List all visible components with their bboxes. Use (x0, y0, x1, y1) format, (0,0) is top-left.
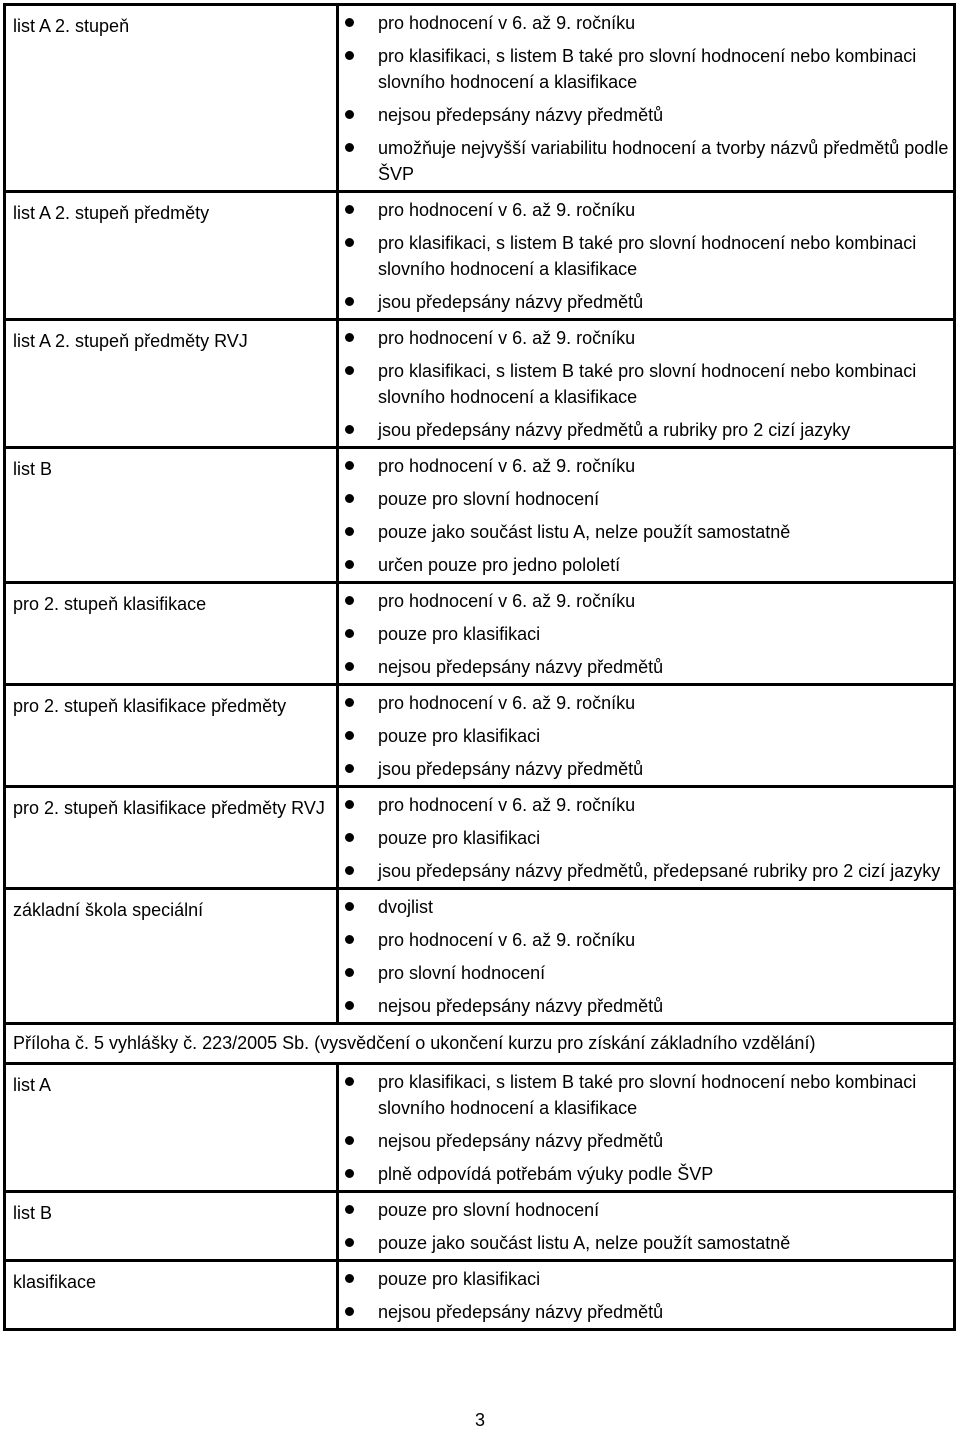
form-type-features (338, 787, 955, 889)
bullet-icon (345, 1136, 354, 1145)
document-table-wrapper (3, 3, 956, 1331)
list-item (378, 1197, 953, 1223)
form-type-features (338, 889, 955, 1024)
list-item (378, 43, 953, 95)
list-item-text: jsou předepsány názvy předmětů (378, 759, 644, 779)
bullet-icon (345, 110, 354, 119)
list-item-text: pro klasifikaci, s listem B také pro slovní hodnocení nebo kombinaci slovního hodnocení a klasifikace (378, 46, 917, 92)
bullet-list (339, 325, 953, 443)
list-item-text: pro hodnocení v 6. až 9. ročníku (378, 795, 636, 815)
list-item-text: pro hodnocení v 6. až 9. ročníku (378, 591, 636, 611)
bullet-list (339, 792, 953, 884)
bullet-icon (345, 205, 354, 214)
list-item-text: nejsou předepsány názvy předmětů (378, 105, 664, 125)
table-row (5, 192, 955, 320)
bullet-list (339, 1069, 953, 1187)
bullet-icon (345, 333, 354, 342)
section-heading: Příloha č. 5 vyhlášky č. 223/2005 Sb. (vysvědčení o ukončení kurzu pro získání základního vzdělání) (5, 1024, 955, 1064)
bullet-icon (345, 800, 354, 809)
bullet-list (339, 10, 953, 187)
bullet-icon (345, 1238, 354, 1247)
table-row (5, 1192, 955, 1261)
list-item (378, 927, 953, 953)
form-type-features (338, 685, 955, 787)
table-row (5, 5, 955, 192)
page-number: 3 (474, 1410, 485, 1430)
list-item-text: pouze pro klasifikaci (378, 624, 541, 644)
list-item (378, 858, 953, 884)
form-type-label: list A 2. stupeň předměty (5, 192, 338, 320)
list-item-text: pro hodnocení v 6. až 9. ročníku (378, 930, 636, 950)
table-row (5, 1064, 955, 1192)
bullet-icon (345, 968, 354, 977)
list-item-text: dvojlist (378, 897, 434, 917)
list-item-text: umožňuje nejvyšší variabilitu hodnocení a tvorby názvů předmětů podle ŠVP (378, 138, 949, 184)
bullet-icon (345, 935, 354, 944)
bullet-icon (345, 494, 354, 503)
bullet-list (339, 690, 953, 782)
list-item (378, 417, 953, 443)
list-item (378, 1161, 953, 1187)
list-item-text: pouze jako součást listu A, nelze použít samostatně (378, 1233, 791, 1253)
bullet-icon (345, 1077, 354, 1086)
bullet-icon (345, 366, 354, 375)
form-type-label: list A (5, 1064, 338, 1192)
list-item (378, 1266, 953, 1292)
bullet-icon (345, 902, 354, 911)
bullet-icon (345, 297, 354, 306)
form-type-features (338, 1064, 955, 1192)
list-item (378, 453, 953, 479)
bullet-icon (345, 1274, 354, 1283)
section-heading-row (5, 1024, 955, 1064)
form-type-label: základní škola speciální (5, 889, 338, 1024)
bullet-icon (345, 866, 354, 875)
list-item (378, 358, 953, 410)
list-item (378, 135, 953, 187)
list-item-text: nejsou předepsány názvy předmětů (378, 1302, 664, 1322)
list-item (378, 102, 953, 128)
list-item (378, 230, 953, 282)
list-item-text: nejsou předepsány názvy předmětů (378, 1131, 664, 1151)
form-type-label: pro 2. stupeň klasifikace předměty RVJ (5, 787, 338, 889)
list-item-text: jsou předepsány názvy předmětů a rubriky pro 2 cizí jazyky (378, 420, 851, 440)
list-item (378, 1299, 953, 1325)
bullet-list (339, 1266, 953, 1325)
bullet-list (339, 197, 953, 315)
list-item (378, 723, 953, 749)
list-item-text: pro hodnocení v 6. až 9. ročníku (378, 328, 636, 348)
list-item-text: pouze pro klasifikaci (378, 1269, 541, 1289)
list-item-text: pro klasifikaci, s listem B také pro slovní hodnocení nebo kombinaci slovního hodnocení a klasifikace (378, 1072, 917, 1118)
list-item-text: pouze pro klasifikaci (378, 726, 541, 746)
list-item (378, 519, 953, 545)
list-item-text: jsou předepsány názvy předmětů (378, 292, 644, 312)
table-row (5, 583, 955, 685)
list-item (378, 756, 953, 782)
list-item-text: plně odpovídá potřebám výuky podle ŠVP (378, 1164, 714, 1184)
list-item (378, 486, 953, 512)
table-body (5, 5, 955, 1330)
list-item-text: pouze pro slovní hodnocení (378, 1200, 600, 1220)
table-row (5, 889, 955, 1024)
form-type-label: pro 2. stupeň klasifikace předměty (5, 685, 338, 787)
list-item (378, 325, 953, 351)
bullet-icon (345, 51, 354, 60)
bullet-icon (345, 596, 354, 605)
form-type-features (338, 583, 955, 685)
list-item (378, 690, 953, 716)
table-row (5, 787, 955, 889)
form-type-label: list A 2. stupeň předměty RVJ (5, 320, 338, 448)
bullet-icon (345, 764, 354, 773)
bullet-icon (345, 629, 354, 638)
form-type-label: klasifikace (5, 1261, 338, 1330)
list-item (378, 1230, 953, 1256)
form-type-features (338, 448, 955, 583)
list-item-text: pro hodnocení v 6. až 9. ročníku (378, 200, 636, 220)
bullet-icon (345, 238, 354, 247)
form-type-label: list B (5, 1192, 338, 1261)
list-item-text: pro klasifikaci, s listem B také pro slovní hodnocení nebo kombinaci slovního hodnocení a klasifikace (378, 361, 917, 407)
list-item (378, 792, 953, 818)
list-item-text: určen pouze pro jedno pololetí (378, 555, 621, 575)
bullet-icon (345, 662, 354, 671)
bullet-icon (345, 1307, 354, 1316)
list-item (378, 993, 953, 1019)
list-item-text: pouze pro klasifikaci (378, 828, 541, 848)
list-item (378, 588, 953, 614)
list-item-text: pouze pro slovní hodnocení (378, 489, 600, 509)
list-item-text: nejsou předepsány názvy předmětů (378, 657, 664, 677)
list-item-text: pro hodnocení v 6. až 9. ročníku (378, 693, 636, 713)
bullet-icon (345, 425, 354, 434)
table-row (5, 685, 955, 787)
list-item (378, 621, 953, 647)
list-item (378, 825, 953, 851)
bullet-list (339, 453, 953, 578)
bullet-icon (345, 143, 354, 152)
list-item (378, 197, 953, 223)
list-item-text: pro hodnocení v 6. až 9. ročníku (378, 456, 636, 476)
bullet-list (339, 894, 953, 1019)
list-item (378, 552, 953, 578)
bullet-icon (345, 527, 354, 536)
list-item (378, 289, 953, 315)
bullet-icon (345, 1169, 354, 1178)
table-row (5, 320, 955, 448)
form-type-label: list A 2. stupeň (5, 5, 338, 192)
list-item (378, 1128, 953, 1154)
bullet-icon (345, 18, 354, 27)
form-type-label: list B (5, 448, 338, 583)
list-item (378, 894, 953, 920)
bullet-icon (345, 1001, 354, 1010)
form-type-label: pro 2. stupeň klasifikace (5, 583, 338, 685)
form-type-features (338, 192, 955, 320)
bullet-icon (345, 731, 354, 740)
bullet-list (339, 1197, 953, 1256)
list-item-text: jsou předepsány názvy předmětů, předepsané rubriky pro 2 cizí jazyky (378, 861, 941, 881)
bullet-list (339, 588, 953, 680)
list-item-text: pro klasifikaci, s listem B také pro slovní hodnocení nebo kombinaci slovního hodnocení a klasifikace (378, 233, 917, 279)
table-row (5, 448, 955, 583)
list-item-text: pro hodnocení v 6. až 9. ročníku (378, 13, 636, 33)
bullet-icon (345, 698, 354, 707)
list-item-text: pouze jako součást listu A, nelze použít samostatně (378, 522, 791, 542)
list-item-text: pro slovní hodnocení (378, 963, 546, 983)
list-item (378, 960, 953, 986)
form-type-features (338, 1261, 955, 1330)
form-overview-table (3, 3, 956, 1331)
list-item (378, 654, 953, 680)
table-row (5, 1261, 955, 1330)
list-item (378, 10, 953, 36)
bullet-icon (345, 461, 354, 470)
form-type-features (338, 5, 955, 192)
form-type-features (338, 1192, 955, 1261)
list-item (378, 1069, 953, 1121)
bullet-icon (345, 1205, 354, 1214)
form-type-features (338, 320, 955, 448)
list-item-text: nejsou předepsány názvy předmětů (378, 996, 664, 1016)
bullet-icon (345, 833, 354, 842)
bullet-icon (345, 560, 354, 569)
